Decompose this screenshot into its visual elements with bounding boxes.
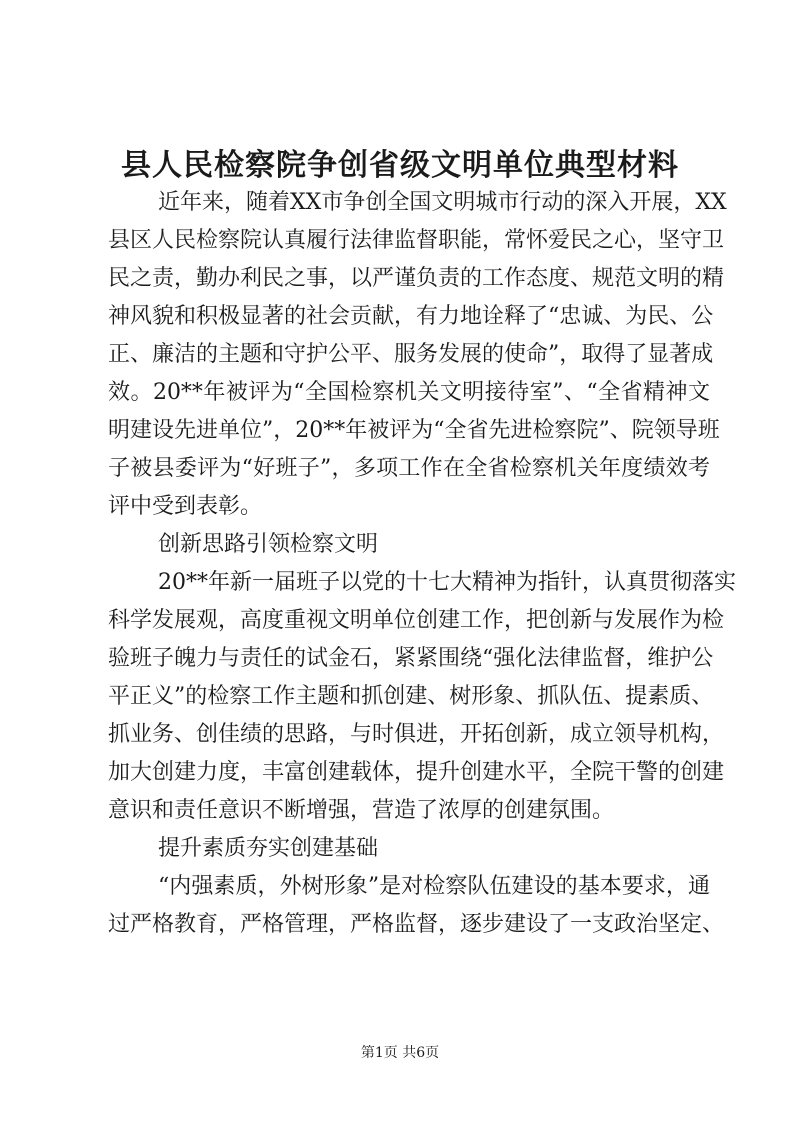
section-heading (108, 830, 710, 868)
page-footer: 第1页 共6页 (360, 1045, 440, 1061)
text-line: 正、廉洁的主题和守护公平、服务发展的使命”，取得了显著成 (108, 342, 714, 367)
text-line: 近年来，随着XX市争创全国文明城市行动的深入开展，XX (158, 190, 727, 215)
text-line: 子被县委评为“好班子”，多项工作在全省检察机关年度绩效考 (108, 456, 710, 481)
text-line: 评中受到表彰。 (108, 494, 263, 519)
text-line: 民之责，勤办利民之事，以严谨负责的工作态度、规范文明的精 (108, 266, 725, 291)
paragraph (108, 184, 727, 526)
text-line: 平正义”的检察工作主题和抓创建、树形象、抓队伍、提素质、 (108, 684, 714, 709)
text-line: 验班子魄力与责任的试金石，紧紧围绕“强化法律监督，维护公 (108, 646, 714, 671)
text-line: 效。20**年被评为“全国检察机关文明接待室”、“全省精神文 (108, 380, 710, 405)
text-line: 过严格教育，严格管理，严格监督，逐步建设了一支政治坚定、 (108, 912, 725, 937)
document-title: 县人民检察院争创省级文明单位典型材料 (121, 148, 679, 183)
text-line: 20**年新一届班子以党的十七大精神为指针，认真贯彻落实 (158, 570, 736, 595)
text-line: 提升素质夯实创建基础 (158, 836, 379, 861)
text-line: 县区人民检察院认真履行法律监督职能，常怀爱民之心，坚守卫 (108, 228, 725, 253)
text-line: 抓业务、创佳绩的思路，与时俱进，开拓创新，成立领导机构， (108, 722, 725, 747)
text-line: 加大创建力度，丰富创建载体，提升创建水平，全院干警的创建 (108, 760, 725, 785)
text-line: 意识和责任意识不断增强，营造了浓厚的创建氛围。 (108, 798, 615, 823)
text-line: 神风貌和积极显著的社会贡献，有力地诠释了“忠诚、为民、公 (108, 304, 714, 329)
paragraph (108, 564, 736, 830)
text-line: “内强素质，外树形象”是对检察队伍建设的基本要求，通 (158, 874, 710, 899)
text-line: 科学发展观，高度重视文明单位创建工作，把创新与发展作为检 (108, 608, 725, 633)
text-line: 创新思路引领检察文明 (158, 532, 379, 557)
document-body (108, 184, 736, 944)
text-line: 明建设先进单位”，20**年被评为“全省先进检察院”、院领导班 (108, 418, 720, 443)
paragraph (108, 868, 725, 944)
section-heading (108, 526, 710, 564)
